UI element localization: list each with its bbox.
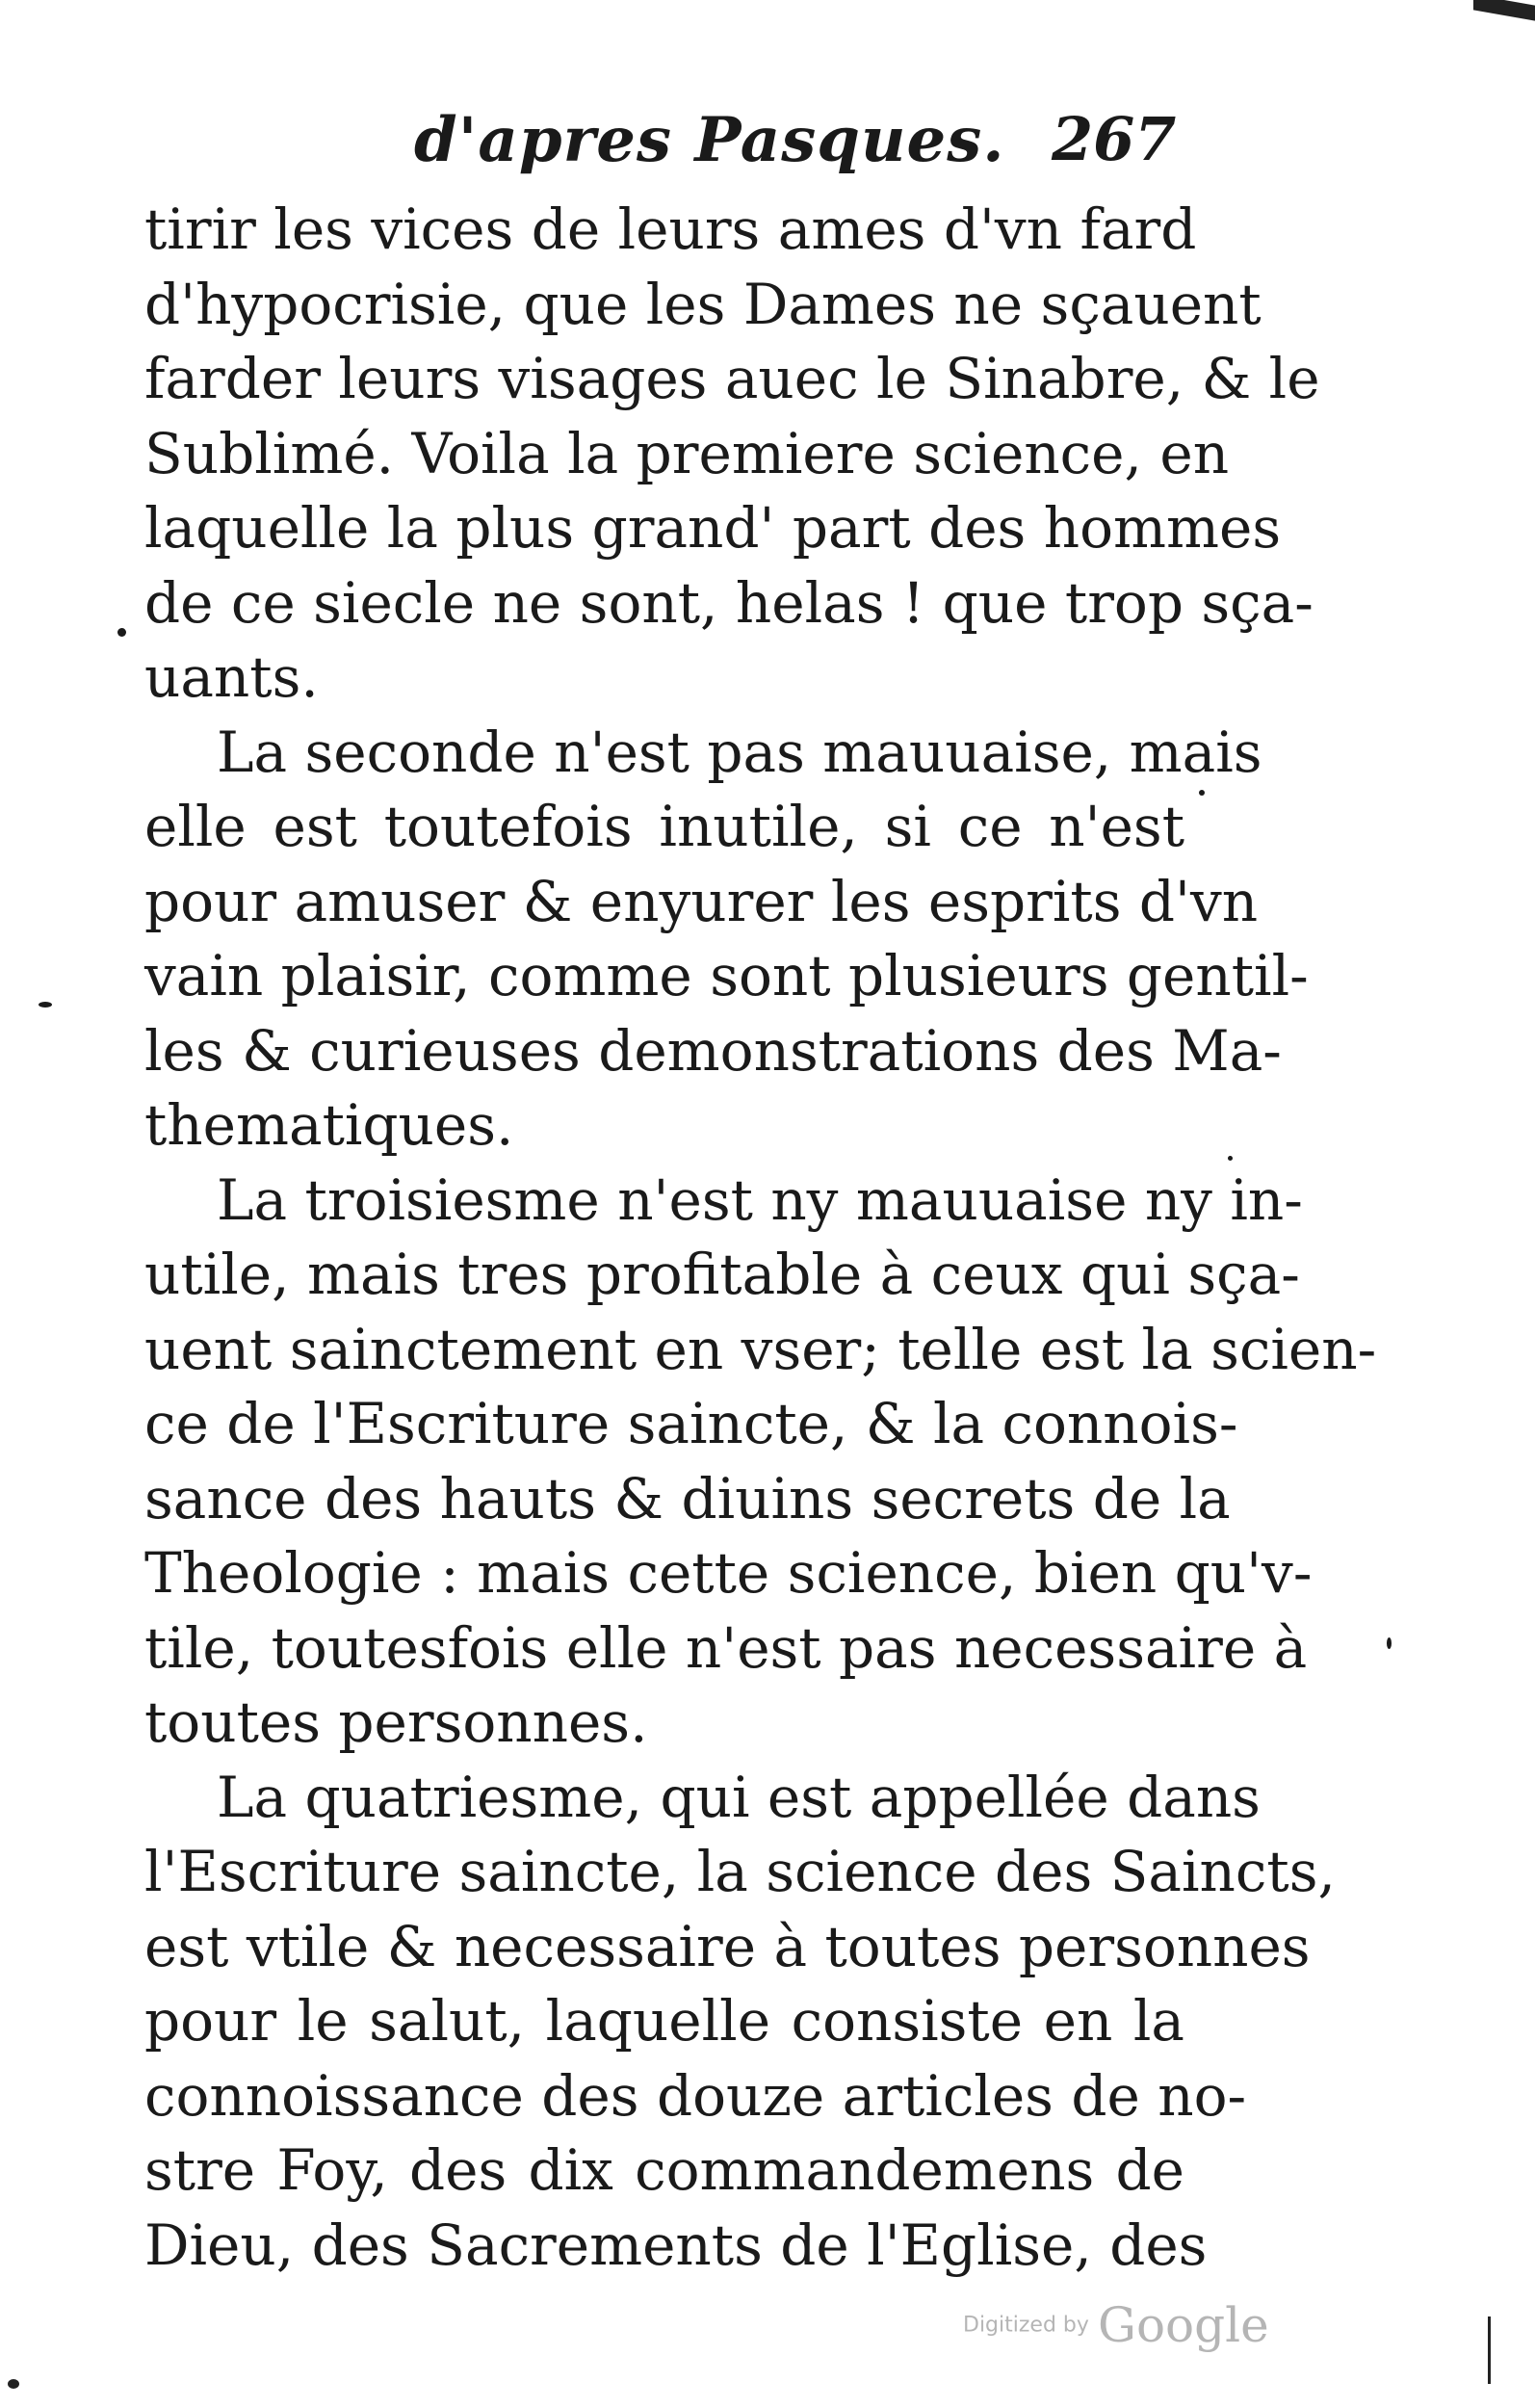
text-line: thematiques. — [144, 1092, 514, 1158]
text-line: uants. — [144, 644, 319, 710]
scan-speck — [1199, 790, 1205, 796]
paragraph-start-line: La troisiesme n'est ny mauuaise ny in- — [217, 1166, 1303, 1233]
scan-speck — [117, 628, 126, 637]
text-line: pour le salut, laquelle consiste en la — [144, 1988, 1184, 2054]
text-line: tirir les vices de leurs ames d'vn fard — [144, 196, 1197, 262]
scan-speck — [1228, 1156, 1233, 1161]
text-line: utile, mais tres profitable à ceux qui sça- — [144, 1242, 1300, 1307]
body-text — [144, 193, 1377, 2283]
text-line: les & curieuses demonstrations des Ma- — [144, 1017, 1282, 1084]
scan-corner-speck — [8, 2379, 19, 2389]
text-line: sance des hauts & diuins secrets de la — [144, 1465, 1231, 1531]
text-line: pour amuser & enyurer les esprits d'vn — [144, 868, 1259, 934]
text-line: stre Foy, des dix commandemens de — [144, 2137, 1184, 2203]
text-line: Sublimé. Voila la premiere science, en — [144, 420, 1230, 486]
text-line: d'hypocrisie, que les Dames ne sçauent — [144, 271, 1262, 337]
text-line: ce de l'Escriture saincte, & la connois- — [144, 1391, 1238, 1456]
text-line: de ce siecle ne sont, helas ! que trop sça- — [144, 569, 1314, 636]
text-line: est vtile & necessaire à toutes personnes — [144, 1913, 1311, 1979]
running-title: d'apres Pasques. — [414, 104, 1005, 176]
digitized-label: Digitized by — [963, 2313, 1089, 2338]
text-line: vain plaisir, comme sont plusieurs gentil- — [144, 943, 1309, 1008]
page-number: 267 — [1052, 104, 1177, 174]
digitization-watermark — [963, 2297, 1269, 2353]
paragraph-start-line: La seconde n'est pas mauuaise, mais — [217, 719, 1262, 785]
text-line: toutes personnes. — [144, 1689, 648, 1755]
text-line: Dieu, des Sacrements de l'Eglise, des — [144, 2212, 1208, 2278]
text-line: uent sainctement en vser; telle est la scien- — [144, 1316, 1377, 1382]
text-line: elle est toutefois inutile, si ce n'est — [144, 794, 1184, 859]
scan-speck — [39, 1002, 52, 1008]
text-line: connoissance des douze articles de no- — [144, 2062, 1247, 2129]
scan-speck — [1387, 1637, 1392, 1649]
text-line: Theologie : mais cette science, bien qu'v- — [144, 1540, 1313, 1606]
text-line: laquelle la plus grand' part des hommes — [144, 495, 1282, 561]
scan-edge-mark — [1473, 0, 1535, 21]
text-line: tile, toutesfois elle n'est pas necessaire à — [144, 1614, 1308, 1681]
scan-edge-line — [1488, 2316, 1491, 2384]
paragraph-start-line: La quatriesme, qui est appellée dans — [217, 1764, 1261, 1830]
google-wordmark: Google — [1098, 2297, 1269, 2353]
text-line: farder leurs visages auec le Sinabre, & le — [144, 346, 1320, 411]
text-line: l'Escriture saincte, la science des Saincts, — [144, 1839, 1336, 1904]
